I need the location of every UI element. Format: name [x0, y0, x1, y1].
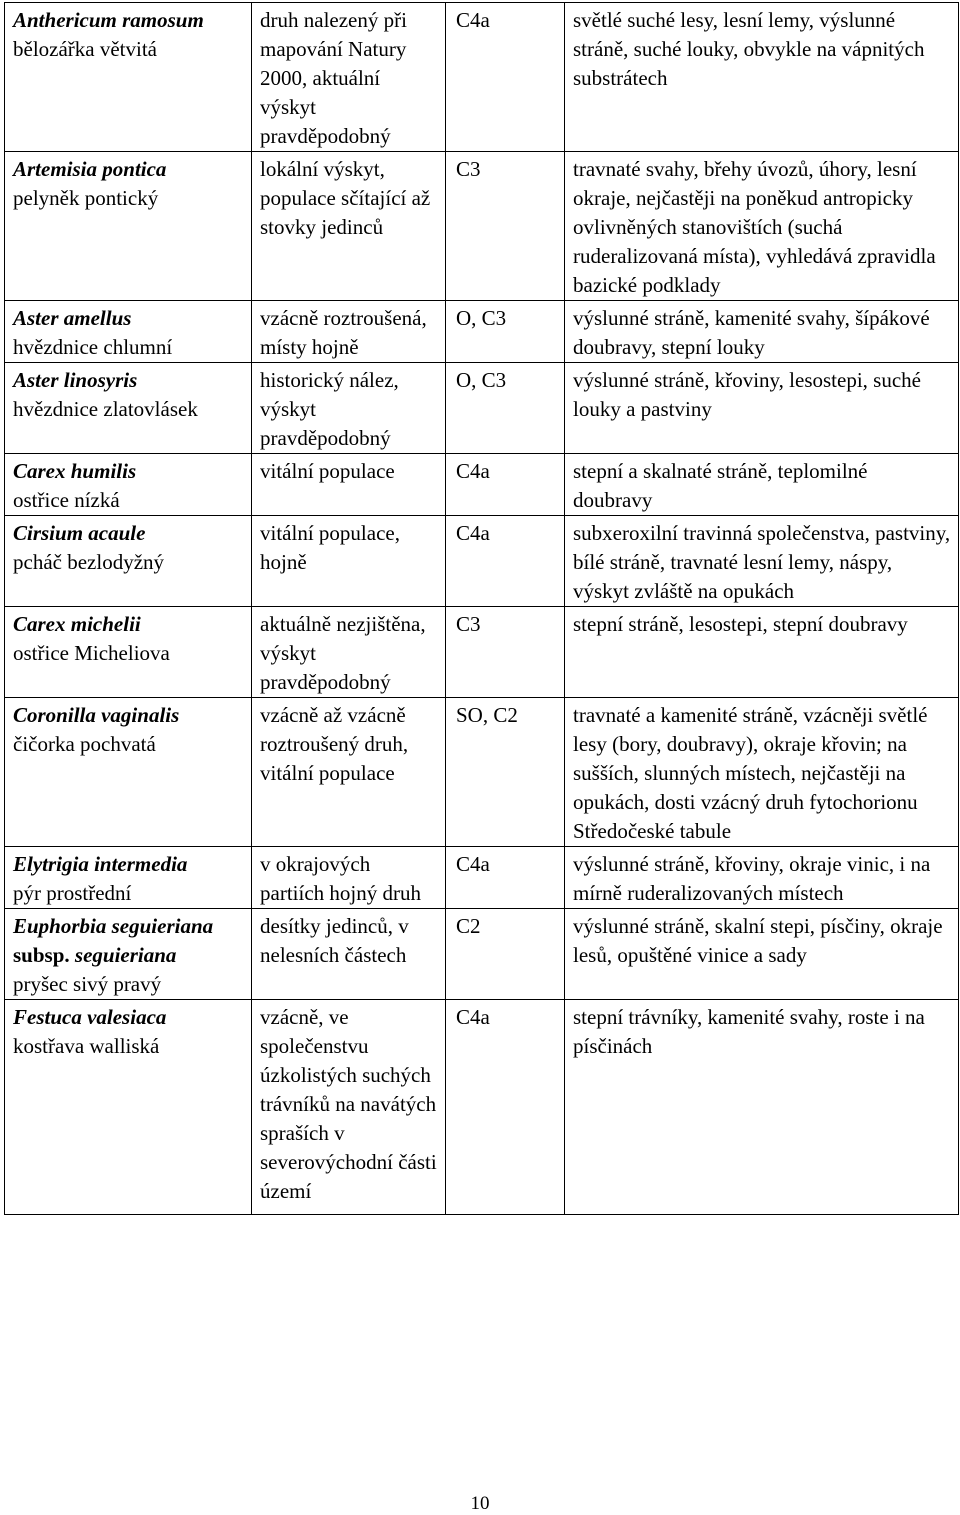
species-cell: [5, 847, 252, 909]
czech-name: pryšec sivý pravý: [13, 972, 162, 996]
czech-name: pelyněk pontický: [13, 186, 159, 210]
category-cell: C4a: [446, 1000, 565, 1215]
occurrence-cell: aktuálně nezjištěna, výskyt pravděpodobný: [252, 607, 446, 698]
latin-name: Carex michelii: [13, 612, 141, 636]
table-row: [5, 3, 959, 152]
table-row: [5, 301, 959, 363]
category-cell: C4a: [446, 3, 565, 152]
category-cell: SO, C2: [446, 698, 565, 847]
habitat-cell: výslunné stráně, skalní stepi, písčiny, okraje lesů, opuštěné vinice a sady: [565, 909, 959, 1000]
occurrence-cell: historický nález, výskyt pravděpodobný: [252, 363, 446, 454]
table-row: [5, 1000, 959, 1215]
latin-name: [13, 912, 245, 970]
species-cell: [5, 301, 252, 363]
latin-genus-species: Euphorbia seguieriana: [13, 914, 214, 938]
species-cell: [5, 1000, 252, 1215]
latin-name: Elytrigia intermedia: [13, 852, 188, 876]
czech-name: bělozářka větvitá: [13, 37, 158, 61]
latin-name: Cirsium acaule: [13, 521, 146, 545]
latin-name: Festuca valesiaca: [13, 1005, 167, 1029]
czech-name: pýr prostřední: [13, 881, 132, 905]
table-row: [5, 363, 959, 454]
species-table: [4, 2, 959, 1215]
occurrence-cell: vzácně, ve společenstvu úzkolistých suchých trávníků na navátých spraších v severovýchodní části území: [252, 1000, 446, 1215]
table-row: [5, 607, 959, 698]
czech-name: hvězdnice zlatovlásek: [13, 397, 198, 421]
occurrence-cell: v okrajových partiích hojný druh: [252, 847, 446, 909]
category-cell: C4a: [446, 454, 565, 516]
czech-name: kostřava walliská: [13, 1034, 160, 1058]
table-row: [5, 698, 959, 847]
category-cell: C4a: [446, 847, 565, 909]
latin-name: Coronilla vaginalis: [13, 703, 180, 727]
table-row: [5, 847, 959, 909]
occurrence-cell: druh nalezený při mapování Natury 2000, aktuální výskyt pravděpodobný: [252, 3, 446, 152]
category-cell: O, C3: [446, 363, 565, 454]
latin-name: Aster linosyris: [13, 368, 138, 392]
species-cell: [5, 3, 252, 152]
habitat-cell: výslunné stráně, křoviny, lesostepi, suché louky a pastviny: [565, 363, 959, 454]
latin-name: Artemisia pontica: [13, 157, 167, 181]
habitat-cell: výslunné stráně, kamenité svahy, šípákové doubravy, stepní louky: [565, 301, 959, 363]
occurrence-cell: lokální výskyt, populace sčítající až stovky jedinců: [252, 152, 446, 301]
habitat-cell: výslunné stráně, křoviny, okraje vinic, i na mírně ruderalizovaných místech: [565, 847, 959, 909]
table-row: [5, 152, 959, 301]
species-cell: [5, 454, 252, 516]
category-cell: O, C3: [446, 301, 565, 363]
page-number: 10: [470, 1493, 490, 1514]
category-cell: C3: [446, 607, 565, 698]
occurrence-cell: vzácně roztroušená, místy hojně: [252, 301, 446, 363]
latin-subspecies: seguieriana: [74, 943, 177, 967]
latin-rank: subsp.: [13, 943, 70, 967]
habitat-cell: stepní trávníky, kamenité svahy, roste i na písčinách: [565, 1000, 959, 1215]
habitat-cell: stepní stráně, lesostepi, stepní doubravy: [565, 607, 959, 698]
latin-name: Carex humilis: [13, 459, 137, 483]
habitat-cell: travnaté svahy, břehy úvozů, úhory, lesní okraje, nejčastěji na poněkud antropicky ovlivněných stanovištích (suchá ruderalizovaná místa), vyhledává zpravidla bazické podklady: [565, 152, 959, 301]
species-cell: [5, 698, 252, 847]
category-cell: C4a: [446, 516, 565, 607]
latin-name: Anthericum ramosum: [13, 8, 204, 32]
czech-name: hvězdnice chlumní: [13, 335, 173, 359]
habitat-cell: stepní a skalnaté stráně, teplomilné doubravy: [565, 454, 959, 516]
species-cell: [5, 152, 252, 301]
occurrence-cell: vitální populace, hojně: [252, 516, 446, 607]
latin-name: Aster amellus: [13, 306, 132, 330]
category-cell: C3: [446, 152, 565, 301]
habitat-cell: travnaté a kamenité stráně, vzácněji světlé lesy (bory, doubravy), okraje křovin; na sušších, slunných místech, nejčastěji na opukách, dosti vzácný druh fytochorionu Středočeské tabule: [565, 698, 959, 847]
czech-name: čičorka pochvatá: [13, 732, 156, 756]
occurrence-cell: vzácně až vzácně roztroušený druh, vitální populace: [252, 698, 446, 847]
table-row: [5, 454, 959, 516]
czech-name: ostřice Micheliova: [13, 641, 170, 665]
czech-name: pcháč bezlodyžný: [13, 550, 165, 574]
species-cell: [5, 607, 252, 698]
occurrence-cell: vitální populace: [252, 454, 446, 516]
table-row: [5, 516, 959, 607]
habitat-cell: subxeroxilní travinná společenstva, pastviny, bílé stráně, travnaté lesní lemy, náspy, výskyt zvláště na opukách: [565, 516, 959, 607]
czech-name: ostřice nízká: [13, 488, 120, 512]
species-cell: [5, 516, 252, 607]
category-cell: C2: [446, 909, 565, 1000]
species-cell: [5, 363, 252, 454]
species-cell: [5, 909, 252, 1000]
table-row: [5, 909, 959, 1000]
habitat-cell: světlé suché lesy, lesní lemy, výslunné stráně, suché louky, obvykle na vápnitých substrátech: [565, 3, 959, 152]
occurrence-cell: desítky jedinců, v nelesních částech: [252, 909, 446, 1000]
